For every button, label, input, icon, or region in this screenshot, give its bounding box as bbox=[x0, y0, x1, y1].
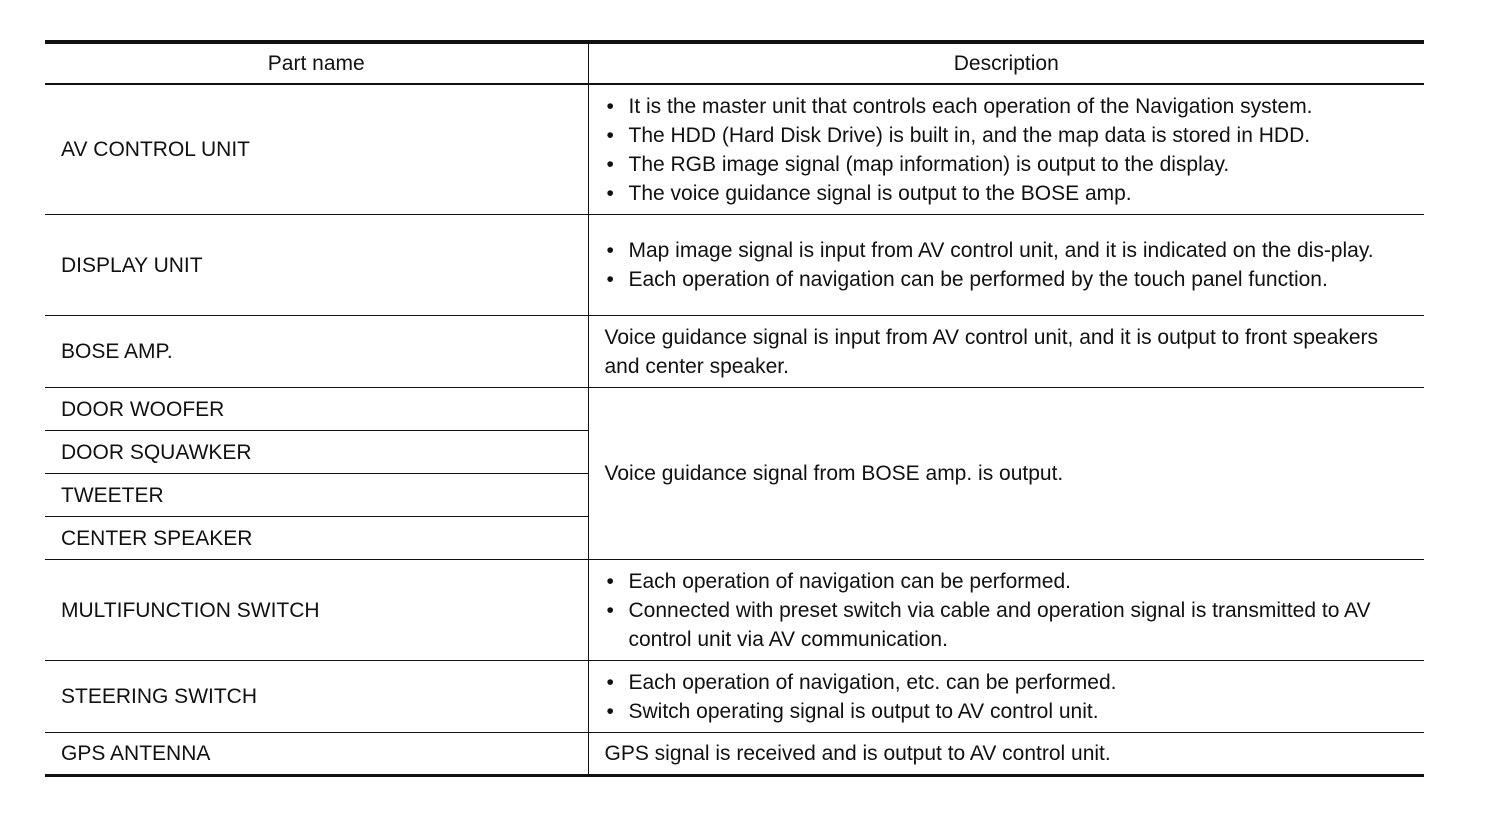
description-cell: GPS signal is received and is output to AV control unit. bbox=[588, 733, 1424, 776]
description-cell: Voice guidance signal is input from AV control unit, and it is output to front speakers and center speaker. bbox=[588, 316, 1424, 388]
bullet-item: • The HDD (Hard Disk Drive) is built in, and the map data is stored in HDD. bbox=[605, 121, 1411, 150]
part-name-cell: GPS ANTENNA bbox=[45, 733, 588, 776]
table-row bbox=[45, 84, 1424, 215]
bullet-list bbox=[605, 236, 1411, 294]
bullet-item: • It is the master unit that controls each operation of the Navigation system. bbox=[605, 92, 1411, 121]
table-row bbox=[45, 733, 1424, 776]
bullet-list bbox=[605, 668, 1411, 726]
description-cell bbox=[588, 215, 1424, 316]
part-name-cell: TWEETER bbox=[45, 474, 588, 517]
bullet-item: • Each operation of navigation, etc. can be performed. bbox=[605, 668, 1411, 697]
description-cell bbox=[588, 84, 1424, 215]
bullet-list bbox=[605, 567, 1411, 654]
bullet-item: • Switch operating signal is output to AV control unit. bbox=[605, 697, 1411, 726]
part-name-cell: DOOR SQUAWKER bbox=[45, 431, 588, 474]
part-name-cell: CENTER SPEAKER bbox=[45, 517, 588, 560]
part-name-cell: MULTIFUNCTION SWITCH bbox=[45, 560, 588, 661]
header-part-name: Part name bbox=[45, 42, 588, 84]
bullet-item: • Map image signal is input from AV control unit, and it is indicated on the dis-play. bbox=[605, 236, 1411, 265]
parts-description-table bbox=[45, 40, 1424, 777]
table-row bbox=[45, 560, 1424, 661]
table-row bbox=[45, 388, 1424, 431]
bullet-item: • Each operation of navigation can be performed by the touch panel function. bbox=[605, 265, 1411, 294]
bullet-item: • Each operation of navigation can be performed. bbox=[605, 567, 1411, 596]
header-row bbox=[45, 42, 1424, 84]
part-name-cell: BOSE AMP. bbox=[45, 316, 588, 388]
part-name-cell: STEERING SWITCH bbox=[45, 661, 588, 733]
table-row bbox=[45, 661, 1424, 733]
table-row bbox=[45, 215, 1424, 316]
part-name-cell: AV CONTROL UNIT bbox=[45, 84, 588, 215]
shared-description-cell: Voice guidance signal from BOSE amp. is output. bbox=[588, 388, 1424, 560]
bullet-item: • The voice guidance signal is output to the BOSE amp. bbox=[605, 179, 1411, 208]
part-name-cell: DOOR WOOFER bbox=[45, 388, 588, 431]
description-cell bbox=[588, 661, 1424, 733]
bullet-item: • Connected with preset switch via cable and operation signal is transmitted to AV control unit via AV communication. bbox=[605, 596, 1411, 654]
table-row bbox=[45, 316, 1424, 388]
description-cell bbox=[588, 560, 1424, 661]
part-name-cell: DISPLAY UNIT bbox=[45, 215, 588, 316]
bullet-list bbox=[605, 92, 1411, 208]
bullet-item: • The RGB image signal (map information) is output to the display. bbox=[605, 150, 1411, 179]
header-description: Description bbox=[588, 42, 1424, 84]
